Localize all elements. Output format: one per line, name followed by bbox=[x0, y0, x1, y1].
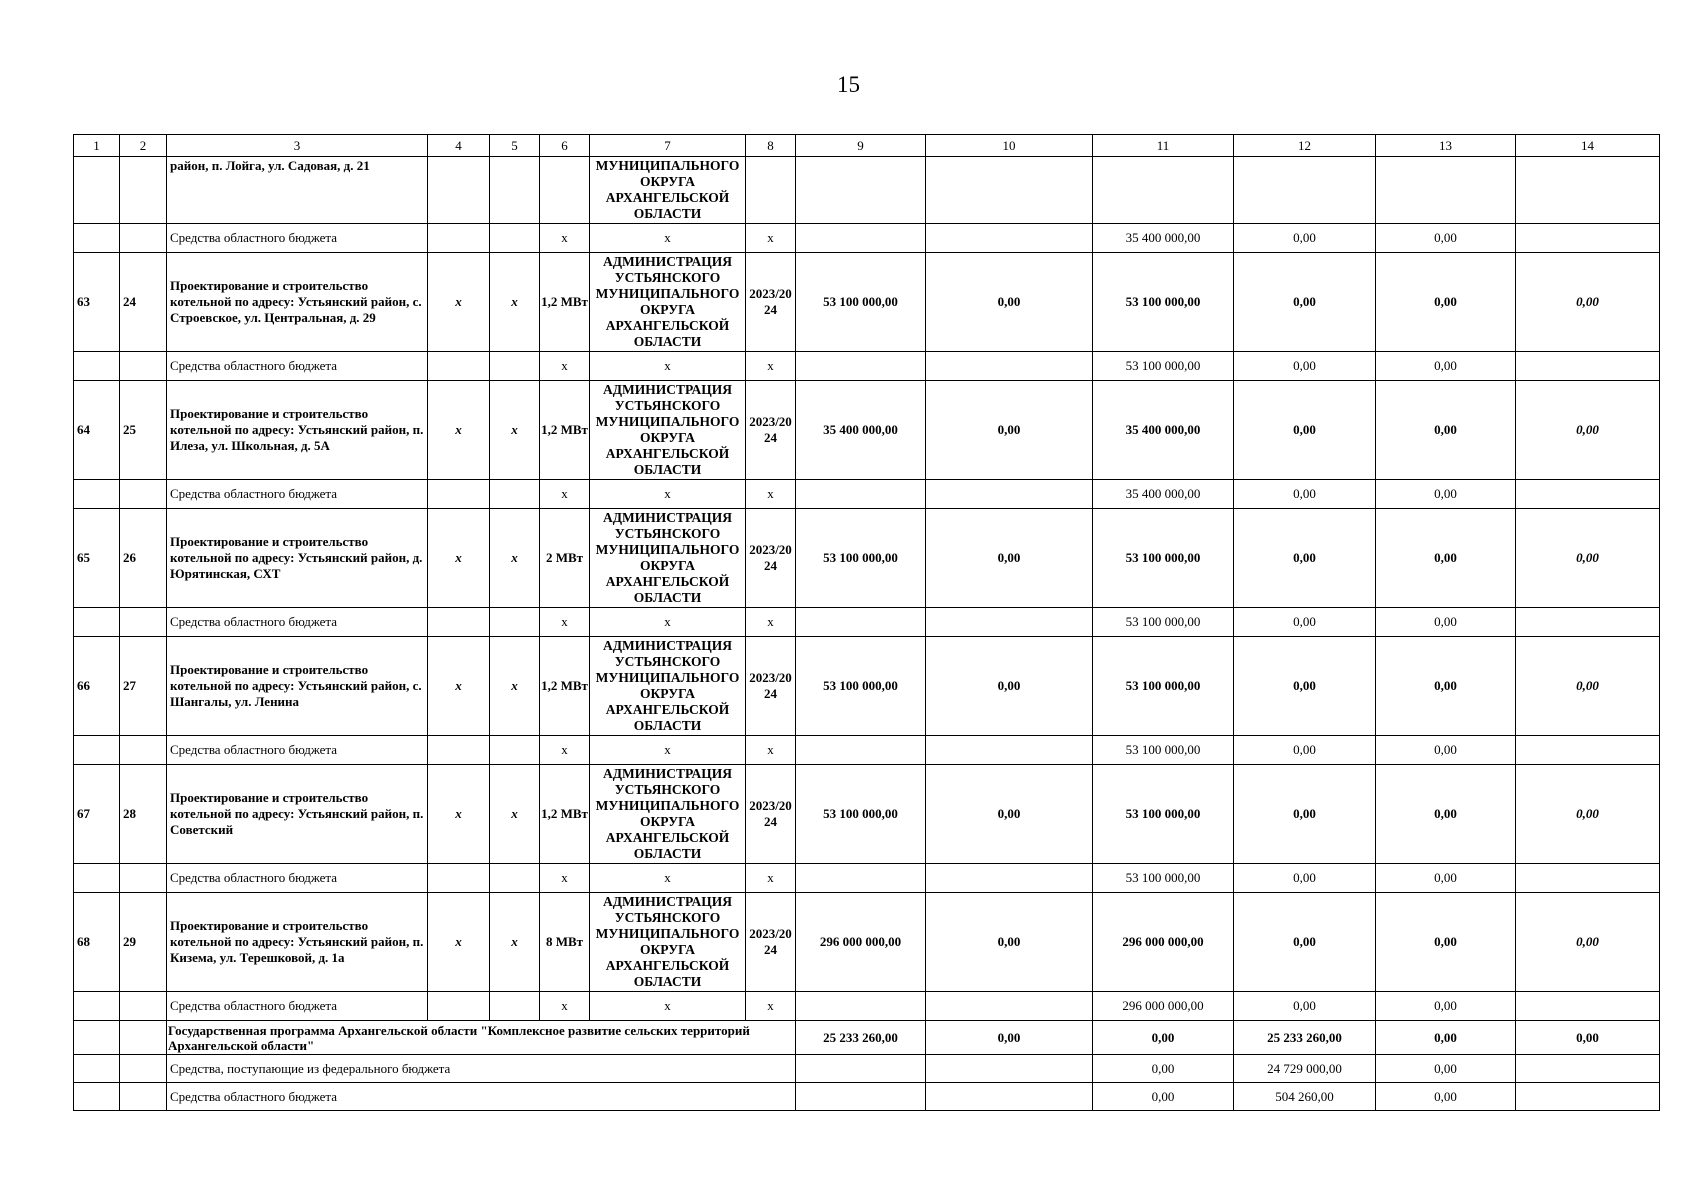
funding-source-row bbox=[74, 1083, 1660, 1111]
cell-amount: 25 233 260,00 bbox=[796, 1021, 926, 1055]
cell-power: x bbox=[540, 608, 590, 637]
cell-amount: 504 260,00 bbox=[1234, 1083, 1376, 1111]
cell bbox=[74, 864, 120, 893]
cell-power: x bbox=[540, 864, 590, 893]
cell-power: x bbox=[540, 992, 590, 1021]
cell bbox=[1516, 480, 1660, 509]
organization: АДМИНИСТРАЦИЯ УСТЬЯНСКОГО МУНИЦИПАЛЬНОГО ОКРУГА АРХАНГЕЛЬСКОЙ ОБЛАСТИ bbox=[590, 765, 746, 864]
cell bbox=[74, 480, 120, 509]
object-name: Проектирование и строительство котельной по адресу: Устьянский район, с. Строевское, ул. Центральная, д. 29 bbox=[167, 253, 428, 352]
cell-amount: 0,00 bbox=[1376, 637, 1516, 736]
cell bbox=[428, 352, 490, 381]
cell-amount: 0,00 bbox=[1376, 1055, 1516, 1083]
object-name: Проектирование и строительство котельной по адресу: Устьянский район, п. Илеза, ул. Школьная, д. 5А bbox=[167, 381, 428, 480]
cell bbox=[926, 1055, 1093, 1083]
cell-amount: 0,00 bbox=[1376, 864, 1516, 893]
cell bbox=[1516, 224, 1660, 253]
cell-period: x bbox=[746, 992, 796, 1021]
cell bbox=[926, 992, 1093, 1021]
cell bbox=[74, 736, 120, 765]
funding-source-label: Средства, поступающие из федерального бюджета bbox=[167, 1055, 796, 1083]
object-name: Проектирование и строительство котельной по адресу: Устьянский район, с. Шангалы, ул. Ленина bbox=[167, 637, 428, 736]
object-name: Проектирование и строительство котельной по адресу: Устьянский район, д. Юрятинская, СХТ bbox=[167, 509, 428, 608]
cell-amount: 35 400 000,00 bbox=[1093, 480, 1234, 509]
funding-source-row bbox=[74, 864, 1660, 893]
cell-amount: 0,00 bbox=[1376, 765, 1516, 864]
cell-amount: 296 000 000,00 bbox=[1093, 893, 1234, 992]
cell-amount: 0,00 bbox=[1234, 224, 1376, 253]
cell-x: x bbox=[490, 509, 540, 608]
cell-period: x bbox=[746, 864, 796, 893]
row-number: 68 bbox=[74, 893, 120, 992]
cell-power: 1,2 МВт bbox=[540, 381, 590, 480]
cell-amount: 0,00 bbox=[1234, 864, 1376, 893]
project-row bbox=[74, 509, 1660, 608]
cell bbox=[74, 1083, 120, 1111]
cell bbox=[74, 608, 120, 637]
cell-amount: 0,00 bbox=[1234, 637, 1376, 736]
header-row bbox=[74, 135, 1660, 157]
cell-power: x bbox=[540, 224, 590, 253]
cell bbox=[490, 157, 540, 224]
cell-amount: 53 100 000,00 bbox=[796, 509, 926, 608]
cell-amount: 0,00 bbox=[1234, 253, 1376, 352]
sub-number: 24 bbox=[120, 253, 167, 352]
cell-amount: 0,00 bbox=[926, 509, 1093, 608]
cell-amount: 53 100 000,00 bbox=[1093, 736, 1234, 765]
cell-period: 2023/2024 bbox=[746, 509, 796, 608]
cell-amount: 53 100 000,00 bbox=[1093, 765, 1234, 864]
header-cell: 7 bbox=[590, 135, 746, 157]
cell bbox=[796, 1083, 926, 1111]
funding-source-row bbox=[74, 224, 1660, 253]
program-title: Государственная программа Архангельской области "Комплексное развитие сельских территорий Архангельской области" bbox=[167, 1021, 796, 1055]
cell bbox=[1516, 157, 1660, 224]
cell-amount: 0,00 bbox=[1376, 608, 1516, 637]
cell-amount: 296 000 000,00 bbox=[1093, 992, 1234, 1021]
cell bbox=[796, 157, 926, 224]
cell bbox=[120, 352, 167, 381]
cell-amount: 53 100 000,00 bbox=[1093, 253, 1234, 352]
continuation-row bbox=[74, 157, 1660, 224]
funding-source-row bbox=[74, 992, 1660, 1021]
cell-period: 2023/2024 bbox=[746, 637, 796, 736]
cell bbox=[74, 352, 120, 381]
cell bbox=[490, 480, 540, 509]
cell bbox=[428, 608, 490, 637]
cell-org: x bbox=[590, 352, 746, 381]
cell-x: x bbox=[490, 765, 540, 864]
cell bbox=[74, 1055, 120, 1083]
header-cell: 2 bbox=[120, 135, 167, 157]
cell bbox=[926, 1083, 1093, 1111]
cell-power: x bbox=[540, 736, 590, 765]
organization: АДМИНИСТРАЦИЯ УСТЬЯНСКОГО МУНИЦИПАЛЬНОГО ОКРУГА АРХАНГЕЛЬСКОЙ ОБЛАСТИ bbox=[590, 637, 746, 736]
sub-number: 27 bbox=[120, 637, 167, 736]
cell-amount: 296 000 000,00 bbox=[796, 893, 926, 992]
cell bbox=[1093, 157, 1234, 224]
header-cell: 8 bbox=[746, 135, 796, 157]
cell bbox=[120, 608, 167, 637]
cell-period: 2023/2024 bbox=[746, 765, 796, 864]
row-number: 65 bbox=[74, 509, 120, 608]
cell bbox=[490, 608, 540, 637]
header-cell: 4 bbox=[428, 135, 490, 157]
funding-source-label: Средства областного бюджета bbox=[167, 224, 428, 253]
cell-amount: 0,00 bbox=[1234, 893, 1376, 992]
cell-amount: 0,00 bbox=[1516, 381, 1660, 480]
cell bbox=[1516, 992, 1660, 1021]
cell-amount: 53 100 000,00 bbox=[796, 253, 926, 352]
row-number: 67 bbox=[74, 765, 120, 864]
cell-amount: 0,00 bbox=[1234, 992, 1376, 1021]
funding-source-row bbox=[74, 480, 1660, 509]
cell-org: x bbox=[590, 864, 746, 893]
cell-amount: 0,00 bbox=[1093, 1083, 1234, 1111]
budget-table bbox=[73, 134, 1660, 1111]
cell bbox=[490, 992, 540, 1021]
cell-org: x bbox=[590, 224, 746, 253]
cell-power: 2 МВт bbox=[540, 509, 590, 608]
funding-source-label: Средства областного бюджета bbox=[167, 352, 428, 381]
sub-number: 25 bbox=[120, 381, 167, 480]
cell bbox=[746, 157, 796, 224]
cell bbox=[490, 352, 540, 381]
cell bbox=[74, 157, 120, 224]
cell bbox=[926, 157, 1093, 224]
cell bbox=[796, 864, 926, 893]
cell-amount: 53 100 000,00 bbox=[796, 765, 926, 864]
cell-x: x bbox=[428, 381, 490, 480]
project-row bbox=[74, 893, 1660, 992]
funding-source-row bbox=[74, 736, 1660, 765]
cell-amount: 0,00 bbox=[1234, 480, 1376, 509]
cell bbox=[120, 992, 167, 1021]
funding-source-row bbox=[74, 352, 1660, 381]
cell-x: x bbox=[428, 765, 490, 864]
cell-amount: 0,00 bbox=[1376, 509, 1516, 608]
cell bbox=[428, 992, 490, 1021]
cell-amount: 53 100 000,00 bbox=[1093, 352, 1234, 381]
funding-source-row bbox=[74, 1055, 1660, 1083]
cell bbox=[1516, 352, 1660, 381]
cell bbox=[120, 1055, 167, 1083]
cell bbox=[796, 992, 926, 1021]
object-name: Проектирование и строительство котельной по адресу: Устьянский район, п. Советский bbox=[167, 765, 428, 864]
cell-amount: 0,00 bbox=[1516, 893, 1660, 992]
cell bbox=[428, 864, 490, 893]
project-row bbox=[74, 765, 1660, 864]
cell bbox=[926, 608, 1093, 637]
cell bbox=[120, 480, 167, 509]
cell-org: x bbox=[590, 736, 746, 765]
cell-amount: 53 100 000,00 bbox=[1093, 509, 1234, 608]
cell bbox=[1516, 736, 1660, 765]
cell-amount: 0,00 bbox=[1234, 352, 1376, 381]
sub-number: 29 bbox=[120, 893, 167, 992]
cell-amount: 53 100 000,00 bbox=[796, 637, 926, 736]
program-row bbox=[74, 1021, 1660, 1055]
cell-amount: 0,00 bbox=[1376, 480, 1516, 509]
cell bbox=[1234, 157, 1376, 224]
cell-x: x bbox=[490, 637, 540, 736]
cell-power: 1,2 МВт bbox=[540, 765, 590, 864]
project-row bbox=[74, 637, 1660, 736]
cell bbox=[796, 1055, 926, 1083]
project-row bbox=[74, 253, 1660, 352]
object-name: Проектирование и строительство котельной по адресу: Устьянский район, п. Кизема, ул. Терешковой, д. 1а bbox=[167, 893, 428, 992]
cell bbox=[1516, 864, 1660, 893]
cell bbox=[926, 352, 1093, 381]
cell-amount: 0,00 bbox=[1516, 637, 1660, 736]
cell bbox=[120, 157, 167, 224]
cell-x: x bbox=[490, 253, 540, 352]
cell bbox=[540, 157, 590, 224]
page-number: 15 bbox=[837, 72, 860, 97]
cell bbox=[428, 224, 490, 253]
cell-x: x bbox=[428, 253, 490, 352]
cell bbox=[120, 224, 167, 253]
cell-amount: 0,00 bbox=[1376, 224, 1516, 253]
cell-amount: 0,00 bbox=[926, 637, 1093, 736]
cell-amount: 0,00 bbox=[1376, 1021, 1516, 1055]
cell-amount: 0,00 bbox=[926, 765, 1093, 864]
cell bbox=[796, 608, 926, 637]
funding-source-label: Средства областного бюджета bbox=[167, 1083, 796, 1111]
cell bbox=[796, 352, 926, 381]
row-number: 66 bbox=[74, 637, 120, 736]
cell-amount: 0,00 bbox=[1376, 736, 1516, 765]
cell bbox=[428, 157, 490, 224]
funding-source-label: Средства областного бюджета bbox=[167, 480, 428, 509]
cell-x: x bbox=[428, 893, 490, 992]
cell bbox=[796, 480, 926, 509]
cell-x: x bbox=[490, 381, 540, 480]
cell bbox=[796, 224, 926, 253]
cell bbox=[120, 864, 167, 893]
cell bbox=[490, 224, 540, 253]
cell-amount: 35 400 000,00 bbox=[1093, 224, 1234, 253]
cell-power: 1,2 МВт bbox=[540, 637, 590, 736]
cell bbox=[1516, 1083, 1660, 1111]
cell-amount: 25 233 260,00 bbox=[1234, 1021, 1376, 1055]
cell-org: x bbox=[590, 480, 746, 509]
header-cell: 3 bbox=[167, 135, 428, 157]
header-cell: 14 bbox=[1516, 135, 1660, 157]
cell bbox=[120, 736, 167, 765]
cell-amount: 0,00 bbox=[1234, 736, 1376, 765]
header-cell: 5 bbox=[490, 135, 540, 157]
organization: МУНИЦИПАЛЬНОГО ОКРУГА АРХАНГЕЛЬСКОЙ ОБЛАСТИ bbox=[590, 157, 746, 224]
cell-amount: 0,00 bbox=[1093, 1021, 1234, 1055]
cell-period: x bbox=[746, 224, 796, 253]
cell-amount: 0,00 bbox=[1376, 253, 1516, 352]
organization: АДМИНИСТРАЦИЯ УСТЬЯНСКОГО МУНИЦИПАЛЬНОГО ОКРУГА АРХАНГЕЛЬСКОЙ ОБЛАСТИ bbox=[590, 381, 746, 480]
cell-org: x bbox=[590, 608, 746, 637]
header-cell: 13 bbox=[1376, 135, 1516, 157]
cell-amount: 53 100 000,00 bbox=[1093, 864, 1234, 893]
cell bbox=[428, 480, 490, 509]
cell-amount: 0,00 bbox=[1376, 381, 1516, 480]
cell-amount: 0,00 bbox=[1376, 1083, 1516, 1111]
cell bbox=[926, 864, 1093, 893]
cell-period: x bbox=[746, 608, 796, 637]
header-cell: 10 bbox=[926, 135, 1093, 157]
cell bbox=[1516, 1055, 1660, 1083]
funding-source-label: Средства областного бюджета bbox=[167, 992, 428, 1021]
sub-number: 28 bbox=[120, 765, 167, 864]
row-number: 63 bbox=[74, 253, 120, 352]
cell bbox=[490, 864, 540, 893]
funding-source-label: Средства областного бюджета bbox=[167, 736, 428, 765]
sub-number: 26 bbox=[120, 509, 167, 608]
cell bbox=[926, 480, 1093, 509]
cell-power: 8 МВт bbox=[540, 893, 590, 992]
cell-amount: 0,00 bbox=[926, 381, 1093, 480]
cell-amount: 0,00 bbox=[926, 893, 1093, 992]
cell-amount: 35 400 000,00 bbox=[1093, 381, 1234, 480]
row-number: 64 bbox=[74, 381, 120, 480]
cell bbox=[428, 736, 490, 765]
cell-amount: 0,00 bbox=[926, 253, 1093, 352]
cell bbox=[926, 736, 1093, 765]
cell-amount: 0,00 bbox=[1234, 381, 1376, 480]
cell-amount: 0,00 bbox=[1516, 253, 1660, 352]
cell-period: 2023/2024 bbox=[746, 381, 796, 480]
cell-amount: 0,00 bbox=[1376, 893, 1516, 992]
cell-power: x bbox=[540, 480, 590, 509]
cell-amount: 0,00 bbox=[1376, 992, 1516, 1021]
header-cell: 6 bbox=[540, 135, 590, 157]
cell-x: x bbox=[428, 509, 490, 608]
cell bbox=[926, 224, 1093, 253]
cell-amount: 0,00 bbox=[1234, 608, 1376, 637]
funding-source-label: Средства областного бюджета bbox=[167, 608, 428, 637]
cell-amount: 0,00 bbox=[1234, 509, 1376, 608]
cell-x: x bbox=[490, 893, 540, 992]
cell-amount: 0,00 bbox=[1093, 1055, 1234, 1083]
cell-amount: 53 100 000,00 bbox=[1093, 608, 1234, 637]
cell-amount: 0,00 bbox=[1516, 509, 1660, 608]
cell-amount: 0,00 bbox=[926, 1021, 1093, 1055]
cell-power: 1,2 МВт bbox=[540, 253, 590, 352]
cell-power: x bbox=[540, 352, 590, 381]
cell bbox=[796, 736, 926, 765]
cell-amount: 24 729 000,00 bbox=[1234, 1055, 1376, 1083]
cell bbox=[1376, 157, 1516, 224]
cell-org: x bbox=[590, 992, 746, 1021]
cell-amount: 35 400 000,00 bbox=[796, 381, 926, 480]
header-cell: 1 bbox=[74, 135, 120, 157]
cell-period: 2023/2024 bbox=[746, 253, 796, 352]
cell-period: x bbox=[746, 352, 796, 381]
cell bbox=[120, 1021, 167, 1055]
header-cell: 12 bbox=[1234, 135, 1376, 157]
cell-amount: 0,00 bbox=[1516, 765, 1660, 864]
cell-x: x bbox=[428, 637, 490, 736]
cell-period: x bbox=[746, 480, 796, 509]
funding-source-label: Средства областного бюджета bbox=[167, 864, 428, 893]
cell bbox=[74, 992, 120, 1021]
object-name: район, п. Лойга, ул. Садовая, д. 21 bbox=[167, 157, 428, 224]
organization: АДМИНИСТРАЦИЯ УСТЬЯНСКОГО МУНИЦИПАЛЬНОГО ОКРУГА АРХАНГЕЛЬСКОЙ ОБЛАСТИ bbox=[590, 253, 746, 352]
header-cell: 9 bbox=[796, 135, 926, 157]
cell-amount: 53 100 000,00 bbox=[1093, 637, 1234, 736]
header-cell: 11 bbox=[1093, 135, 1234, 157]
cell bbox=[74, 1021, 120, 1055]
cell-amount: 0,00 bbox=[1516, 1021, 1660, 1055]
cell-amount: 0,00 bbox=[1234, 765, 1376, 864]
cell bbox=[74, 224, 120, 253]
project-row bbox=[74, 381, 1660, 480]
cell bbox=[1516, 608, 1660, 637]
organization: АДМИНИСТРАЦИЯ УСТЬЯНСКОГО МУНИЦИПАЛЬНОГО ОКРУГА АРХАНГЕЛЬСКОЙ ОБЛАСТИ bbox=[590, 509, 746, 608]
cell-period: 2023/2024 bbox=[746, 893, 796, 992]
cell bbox=[490, 736, 540, 765]
funding-source-row bbox=[74, 608, 1660, 637]
cell bbox=[120, 1083, 167, 1111]
cell-amount: 0,00 bbox=[1376, 352, 1516, 381]
cell-period: x bbox=[746, 736, 796, 765]
organization: АДМИНИСТРАЦИЯ УСТЬЯНСКОГО МУНИЦИПАЛЬНОГО ОКРУГА АРХАНГЕЛЬСКОЙ ОБЛАСТИ bbox=[590, 893, 746, 992]
